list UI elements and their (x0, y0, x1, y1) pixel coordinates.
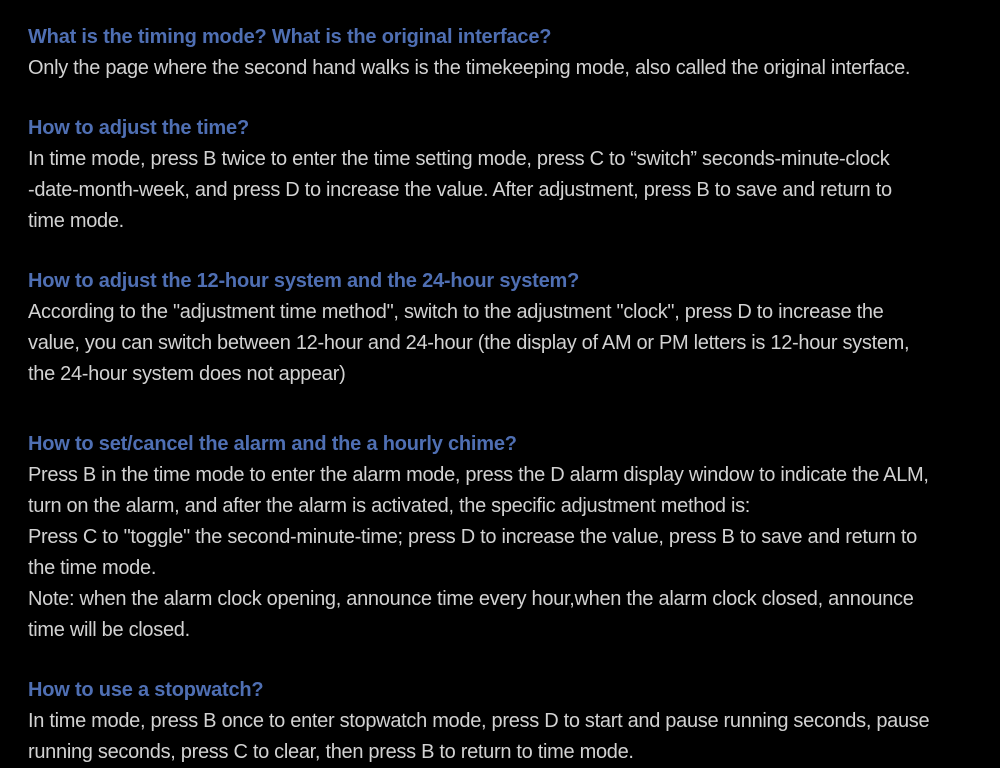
answer-line: In time mode, press B once to enter stopwatch mode, press D to start and pause running seconds, pause (28, 710, 930, 732)
answer-line: running seconds, press C to clear, then press B to return to time mode. (28, 741, 634, 763)
faq-answer (28, 460, 978, 646)
faq-question: How to use a stopwatch? (28, 679, 264, 701)
faq-answer (28, 297, 978, 390)
faq-question: What is the timing mode? What is the original interface? (28, 26, 552, 48)
faq-stopwatch (28, 675, 978, 768)
faq-answer (28, 144, 978, 237)
faq-answer (28, 53, 978, 84)
faq-question: How to adjust the 12-hour system and the 24-hour system? (28, 270, 580, 292)
faq-answer (28, 706, 978, 768)
answer-line: Press C to "toggle" the second-minute-time; press D to increase the value, press B to save and return to (28, 526, 918, 548)
faq-alarm-chime (28, 429, 978, 646)
faq-question: How to set/cancel the alarm and the a hourly chime? (28, 433, 517, 455)
answer-line: turn on the alarm, and after the alarm is activated, the specific adjustment method is: (28, 495, 751, 517)
answer-line: the 24-hour system does not appear) (28, 363, 346, 385)
answer-line: value, you can switch between 12-hour and 24-hour (the display of AM or PM letters is 12-hour system, (28, 332, 910, 354)
faq-timing-mode (28, 22, 978, 84)
answer-line: Only the page where the second hand walks is the timekeeping mode, also called the original interface. (28, 57, 911, 79)
answer-line: time will be closed. (28, 619, 190, 641)
answer-line: -date-month-week, and press D to increase the value. After adjustment, press B to save and return to (28, 179, 892, 201)
faq-hour-system (28, 266, 978, 390)
faq-question: How to adjust the time? (28, 117, 249, 139)
faq-document (28, 22, 978, 768)
answer-line: the time mode. (28, 557, 157, 579)
answer-line: Note: when the alarm clock opening, announce time every hour,when the alarm clock closed, announce (28, 588, 914, 610)
answer-line: According to the "adjustment time method", switch to the adjustment "clock", press D to increase the (28, 301, 884, 323)
answer-line: In time mode, press B twice to enter the time setting mode, press C to “switch” seconds-minute-clock (28, 148, 890, 170)
answer-line: time mode. (28, 210, 124, 232)
faq-adjust-time (28, 113, 978, 237)
answer-line: Press B in the time mode to enter the alarm mode, press the D alarm display window to indicate the ALM, (28, 464, 929, 486)
